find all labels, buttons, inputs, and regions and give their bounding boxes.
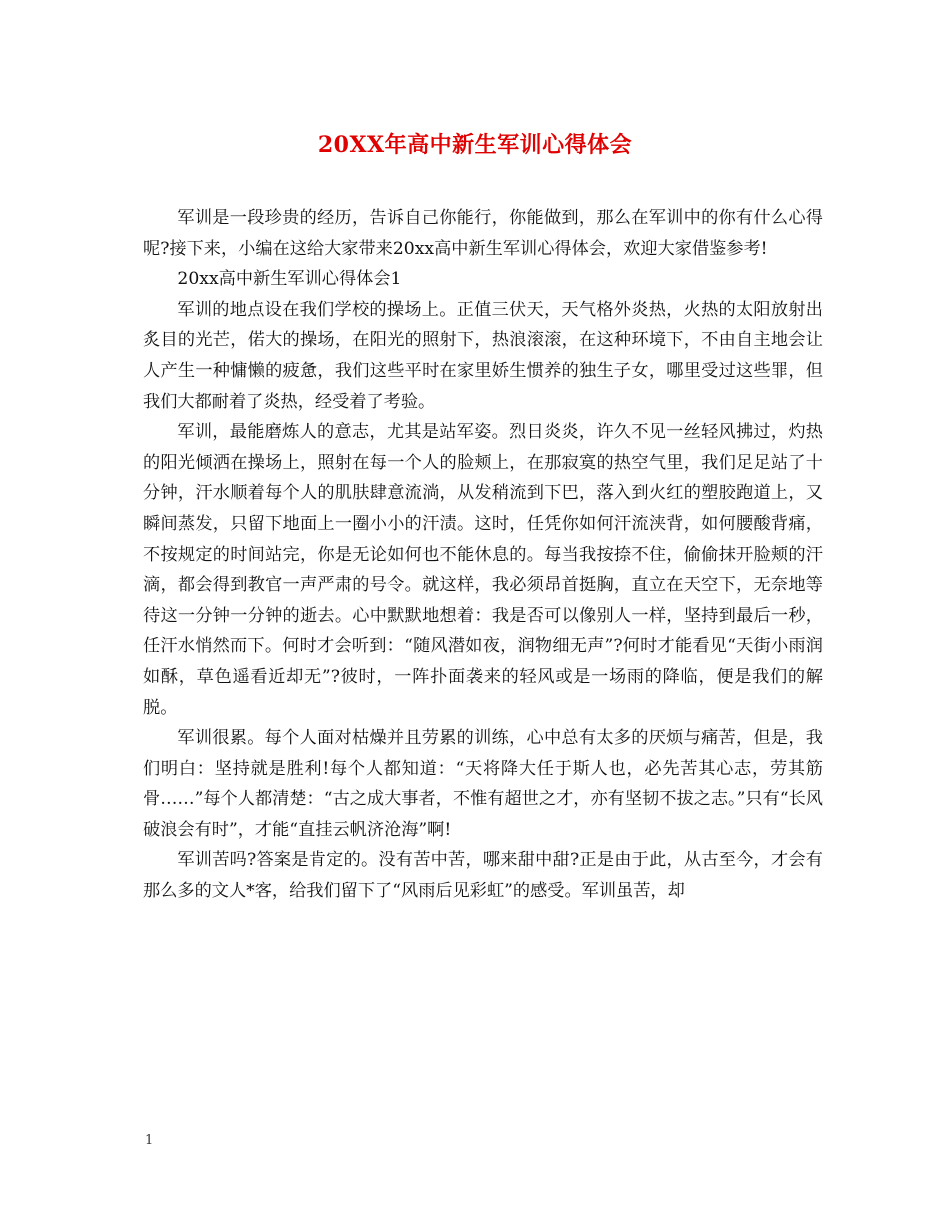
page-number: 1 [145, 1133, 154, 1148]
paragraph: 军训苦吗?答案是肯定的。没有苦中苦，哪来甜中甜?正是由于此，从古至今，才会有那么多的文人*客，给我们留下了“风雨后见彩虹”的感受。军训虽苦，却 [143, 850, 823, 902]
section-heading: 20xx高中新生军训心得体会1 [177, 269, 402, 290]
paragraph-intro: 军训是一段珍贵的经历，告诉自己你能行，你能做到，那么在军训中的你有什么心得呢?接下来，小编在这给大家带来20xx高中新生军训心得体会，欢迎大家借鉴参考! [143, 208, 823, 259]
document-body [143, 203, 823, 907]
paragraph: 军训的地点设在我们学校的操场上。正值三伏天，天气格外炎热，火热的太阳放射出炙目的光芒，偌大的操场，在阳光的照射下，热浪滚滚，在这种环境下，不由自主地会让人产生一种慵懒的疲惫，我们这些平时在家里娇生惯养的独生子女，哪里受过这些罪，但我们大都耐着了炎热，经受着了考验。 [143, 299, 823, 412]
paragraph: 军训很累。每个人面对枯燥并且劳累的训练，心中总有太多的厌烦与痛苦，但是，我们明白：坚持就是胜利!每个人都知道：“天将降大任于斯人也，必先苦其心志，劳其筋骨……”每个人都清楚：“古之成大事者，不惟有超世之才，亦有坚韧不拔之志。”只有“长风破浪会有时”，才能“直挂云帆济沧海”啊! [143, 728, 823, 840]
document-title: 20XX年高中新生军训心得体会 [317, 132, 633, 158]
paragraph: 军训，最能磨炼人的意志，尤其是站军姿。烈日炎炎，许久不见一丝轻风拂过，灼热的阳光倾洒在操场上，照射在每一个人的脸颊上，在那寂寞的热空气里，我们足足站了十分钟，汗水顺着每个人的肌肤肆意流淌，从发稍流到下巴，落入到火红的塑胶跑道上，又瞬间蒸发，只留下地面上一圈小小的汗渍。这时，任凭你如何汗流浃背，如何腰酸背痛，不按规定的时间站完，你是无论如何也不能休息的。每当我按捺不住，偷偷抹开脸颊的汗滴，都会得到教官一声严肃的号令。就这样，我必须昂首挺胸，直立在天空下，无奈地等待这一分钟一分钟的逝去。心中默默地想着：我是否可以像别人一样，坚持到最后一秒，任汗水悄然而下。何时才会听到：“随风潜如夜，润物细无声”?何时才能看见“天街小雨润如酥，草色遥看近却无”?彼时，一阵扑面袭来的轻风或是一场雨的降临，便是我们的解脱。 [143, 422, 823, 718]
